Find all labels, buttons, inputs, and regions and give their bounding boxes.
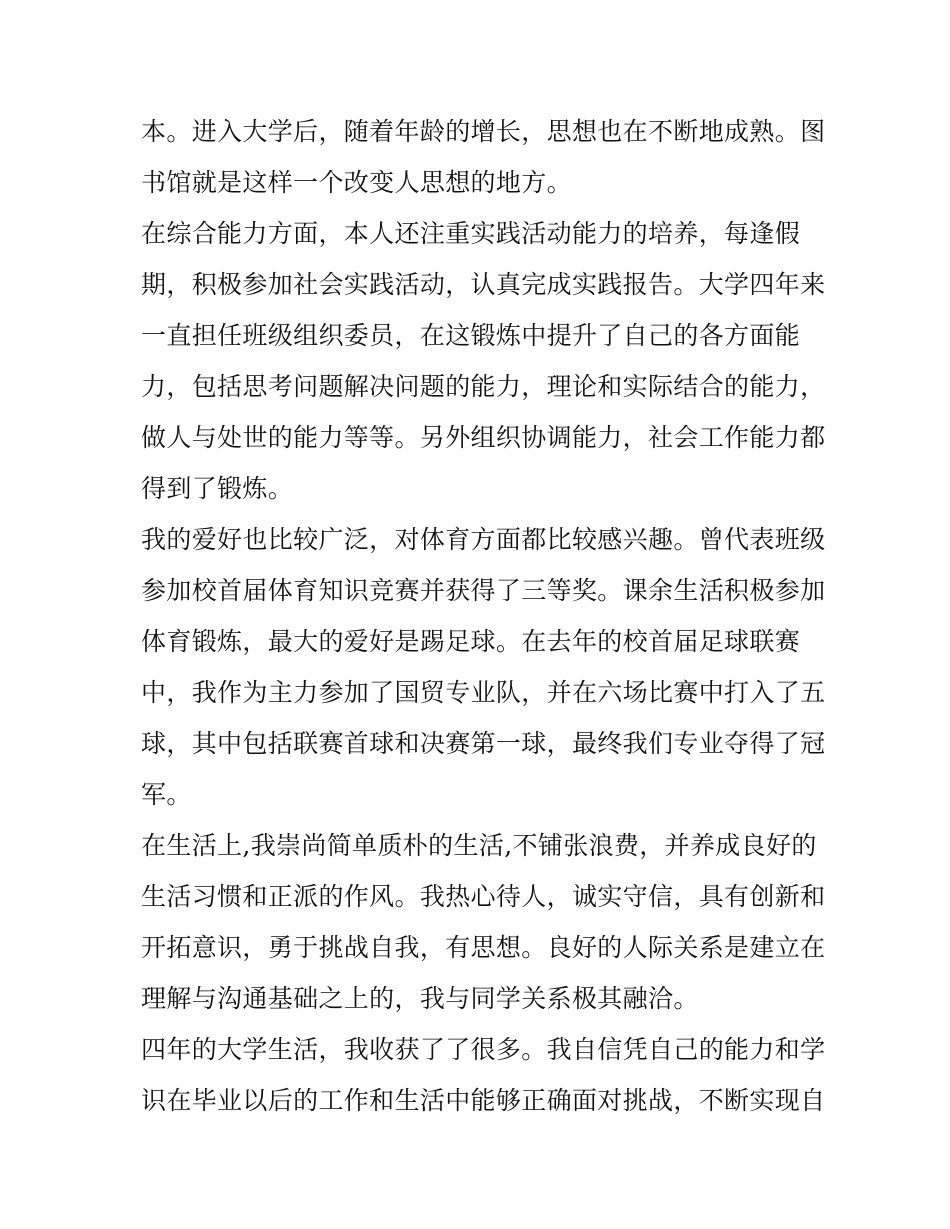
text-line-12: 中，我作为主力参加了国贸专业队，并在六场比赛中打入了五 xyxy=(141,678,826,707)
text-line-2: 书馆就是这样一个改变人思想的地方。 xyxy=(141,168,572,197)
text-line-17: 开拓意识，勇于挑战自我，有思想。良好的人际关系是建立在 xyxy=(141,933,826,962)
text-line-13: 球，其中包括联赛首球和决赛第一球，最终我们专业夺得了冠 xyxy=(141,729,826,758)
text-line-7: 做人与处世的能力等等。另外组织协调能力，社会工作能力都 xyxy=(141,423,826,452)
text-line-4: 期，积极参加社会实践活动，认真完成实践报告。大学四年来 xyxy=(141,270,826,299)
document-body xyxy=(141,106,826,1126)
text-line-14: 军。 xyxy=(141,780,192,809)
text-line-9: 我的爱好也比较广泛，对体育方面都比较感兴趣。曾代表班级 xyxy=(141,525,826,554)
text-line-20: 识在毕业以后的工作和生活中能够正确面对挑战，不断实现自 xyxy=(141,1086,826,1115)
text-line-8: 得到了锻炼。 xyxy=(141,474,294,503)
text-line-18: 理解与沟通基础之上的，我与同学关系极其融洽。 xyxy=(141,984,699,1013)
text-line-15: 在生活上,我崇尚简单质朴的生活,不铺张浪费，并养成良好的 xyxy=(141,831,817,860)
text-line-5: 一直担任班级组织委员，在这锻炼中提升了自己的各方面能 xyxy=(141,321,801,350)
text-line-16: 生活习惯和正派的作风。我热心待人，诚实守信，具有创新和 xyxy=(141,882,826,911)
text-line-3: 在综合能力方面，本人还注重实践活动能力的培养，每逢假 xyxy=(141,219,801,248)
text-line-19: 四年的大学生活，我收获了了很多。我自信凭自己的能力和学 xyxy=(141,1035,826,1064)
text-line-1: 本。进入大学后，随着年龄的增长，思想也在不断地成熟。图 xyxy=(141,117,826,146)
text-line-6: 力，包括思考问题解决问题的能力，理论和实际结合的能力， xyxy=(141,372,826,401)
text-line-11: 体育锻炼，最大的爱好是踢足球。在去年的校首届足球联赛 xyxy=(141,627,801,656)
text-line-10: 参加校首届体育知识竞赛并获得了三等奖。课余生活积极参加 xyxy=(141,576,826,605)
